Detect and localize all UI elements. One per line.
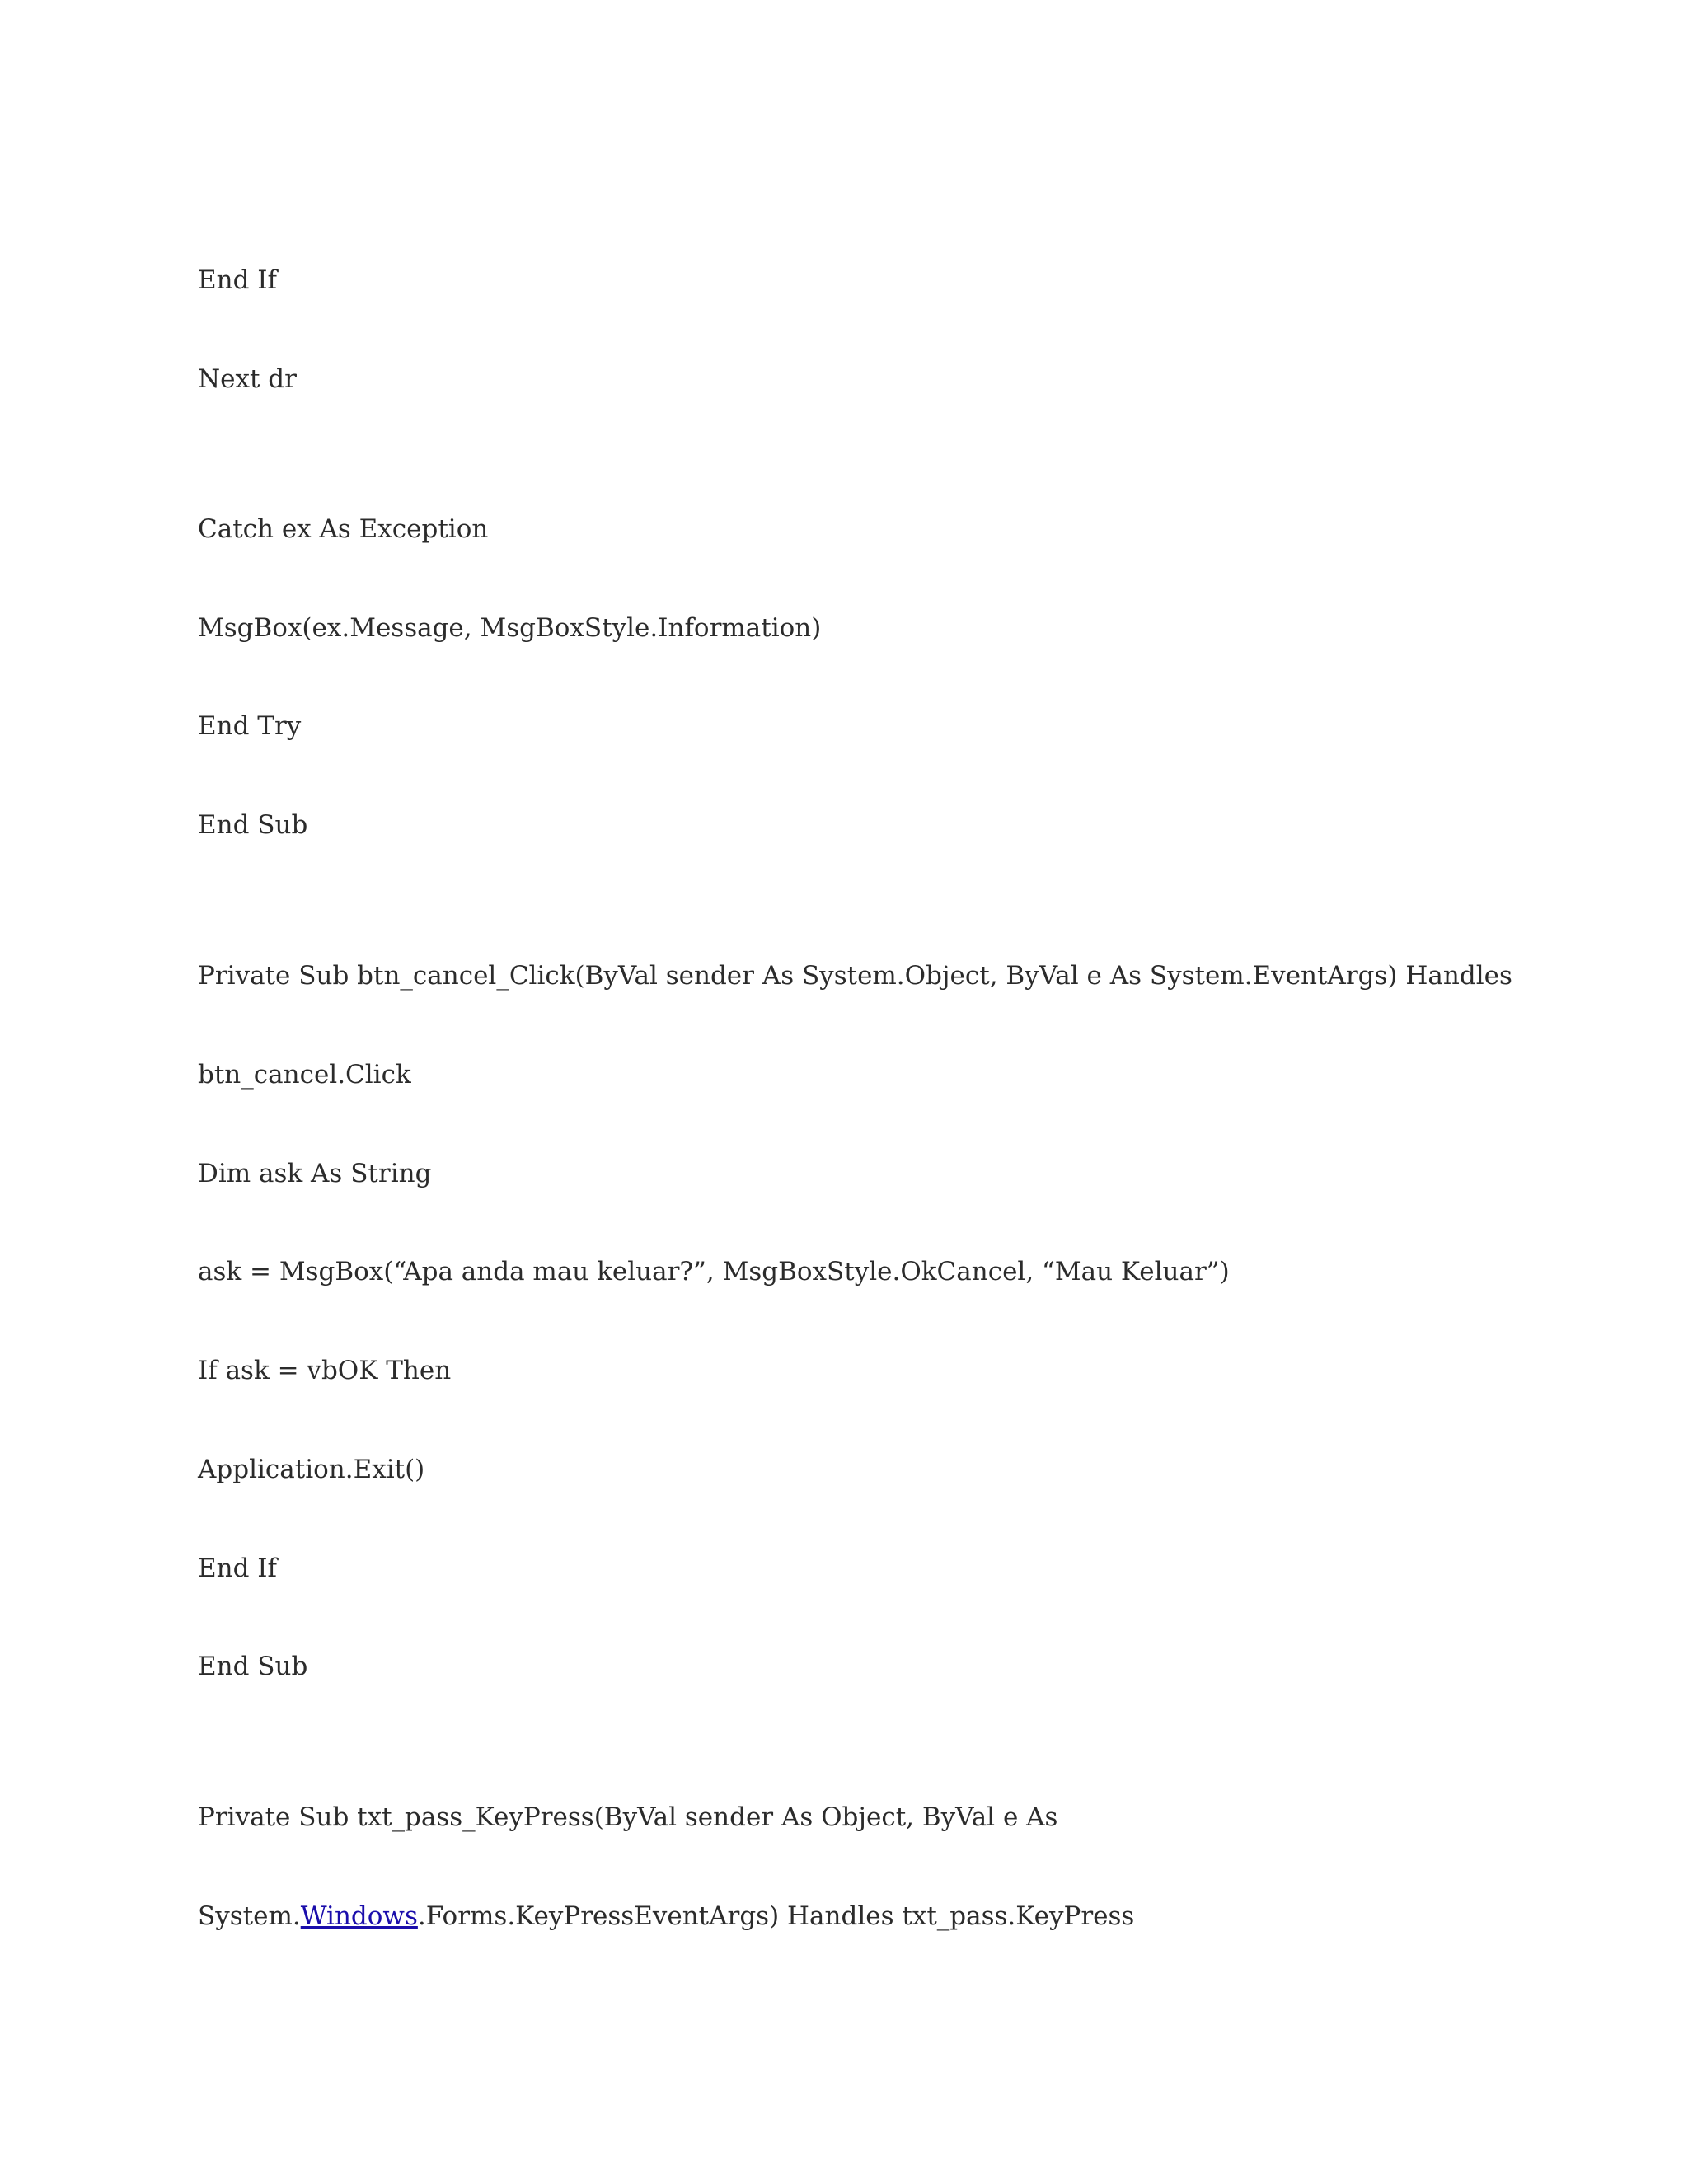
code-line: Catch ex As Exception [198, 514, 489, 544]
code-line: Private Sub txt_pass_KeyPress(ByVal sender As Object, ByVal e As [198, 1802, 1058, 1832]
code-text-prefix: System. [198, 1901, 301, 1931]
code-line: Application.Exit() [198, 1455, 425, 1484]
code-line: Dim ask As String [198, 1159, 432, 1188]
code-line: btn_cancel.Click [198, 1060, 411, 1090]
code-line: MsgBox(ex.Message, MsgBoxStyle.Information) [198, 613, 822, 643]
code-line: End Try [198, 711, 302, 741]
code-line: If ask = vbOK Then [198, 1356, 452, 1385]
code-line: End If [198, 1554, 278, 1583]
code-line-with-link [198, 1900, 1134, 1933]
code-line: ask = MsgBox(“Apa anda mau keluar?”, MsgBoxStyle.OkCancel, “Mau Keluar”) [198, 1257, 1230, 1286]
code-line: End If [198, 265, 278, 295]
code-line: End Sub [198, 810, 308, 840]
code-line: End Sub [198, 1652, 308, 1681]
code-text-suffix: .Forms.KeyPressEventArgs) Handles txt_pass.KeyPress [417, 1901, 1135, 1931]
code-line: Next dr [198, 364, 297, 394]
windows-link[interactable]: Windows [300, 1901, 418, 1931]
code-line: Private Sub btn_cancel_Click(ByVal sender As System.Object, ByVal e As System.EventArgs) Handles [198, 961, 1512, 991]
